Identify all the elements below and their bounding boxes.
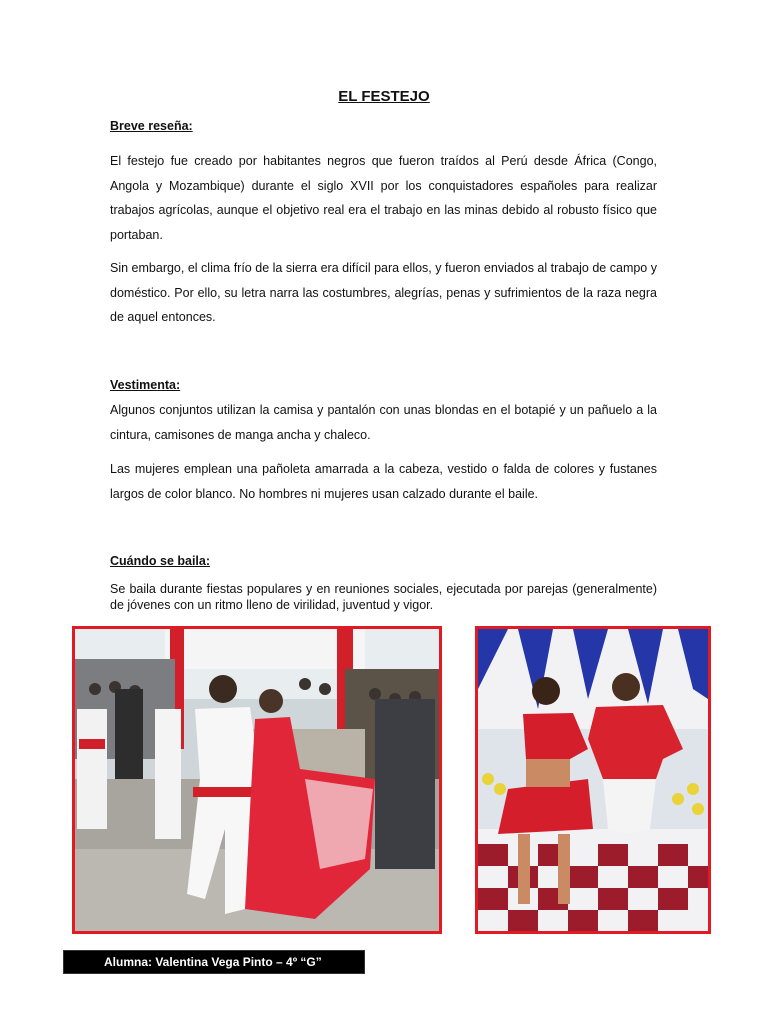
festejo-street-illustration [75, 629, 439, 931]
page-title: EL FESTEJO [338, 88, 430, 105]
photo-festejo-couple [475, 626, 711, 934]
paragraph-vestimenta-1: Algunos conjuntos utilizan la camisa y pantalón con unas blondas en el botapié y un pañuelo a la cintura, camisones de manga ancha y chaleco. [110, 403, 657, 442]
paragraph-resena-2: Sin embargo, el clima frío de la sierra era difícil para ellos, y fueron enviados al trabajo de campo y doméstico. Por ello, su letra narra las costumbres, alegrías, penas y sufrimientos de la raza negra de aquel entonces. [110, 261, 657, 324]
paragraph-vestimenta-2: Las mujeres emplean una pañoleta amarrada a la cabeza, vestido o falda de colores y fustanes largos de color blanco. No hombres ni mujeres usan calzado durante el baile. [110, 462, 657, 501]
heading-breve-resena: Breve reseña: [110, 119, 193, 133]
paragraph-resena-1: El festejo fue creado por habitantes negros que fueron traídos al Perú desde África (Congo, Angola y Mozambique) durante el siglo XVII por los conquistadores españoles para realizar trabajos agrícolas, aunque el objetivo real era el trabajo en las minas debido al robusto físico que portaban. [110, 154, 657, 242]
heading-cuando-se-baila: Cuándo se baila: [110, 554, 211, 568]
photo-festejo-street-dance [72, 626, 442, 934]
paragraph-cuando-1: Se baila durante fiestas populares y en reuniones sociales, ejecutada por parejas (generalmente) de jóvenes con un ritmo lleno de virilidad, juventud y vigor. [110, 582, 657, 612]
student-name-label: Alumna: Valentina Vega Pinto – 4º “G” [63, 950, 365, 974]
heading-vestimenta: Vestimenta: [110, 378, 181, 392]
festejo-couple-illustration [478, 629, 708, 931]
